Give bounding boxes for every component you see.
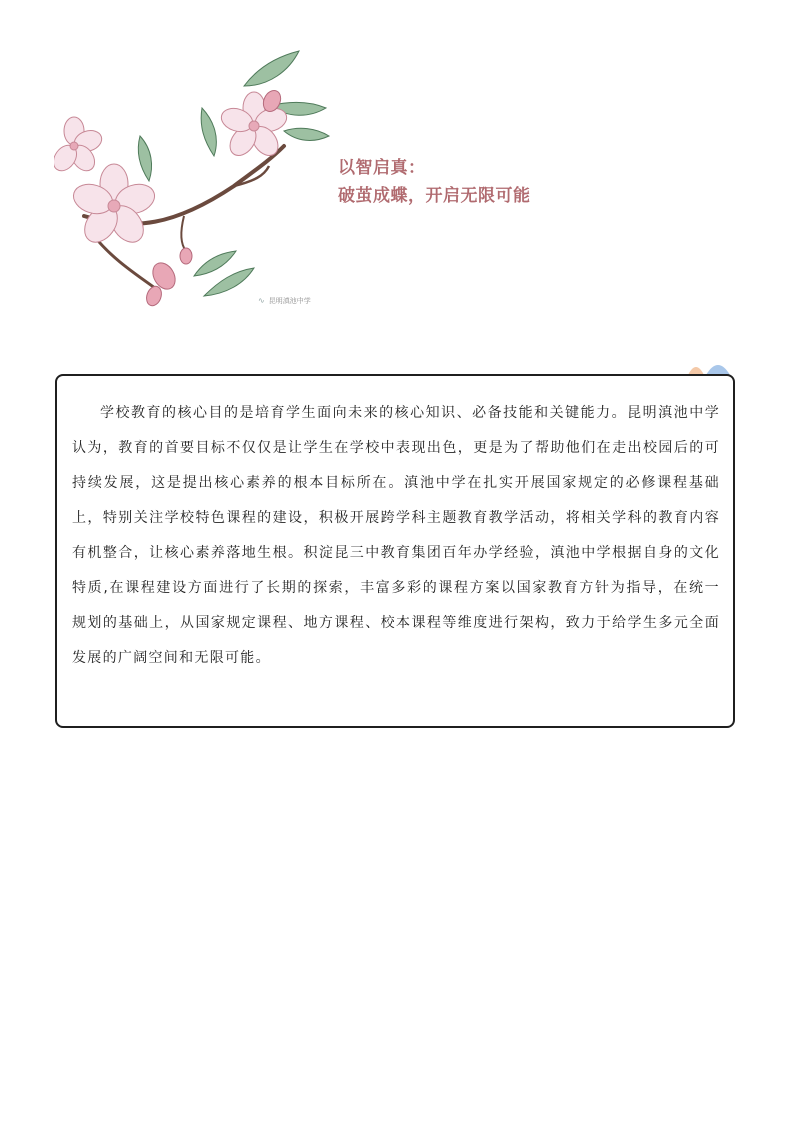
watermark-text: 昆明滇池中学 xyxy=(268,297,311,305)
headline-line1: 以智启真： xyxy=(338,158,426,178)
peach-blossom-branch-icon xyxy=(54,46,344,321)
headline-line2: 破茧成蝶，开启无限可能 xyxy=(338,186,531,206)
text-box xyxy=(55,374,735,728)
wechat-icon: ∿ xyxy=(258,296,265,305)
watermark xyxy=(258,296,311,306)
headline xyxy=(338,154,531,210)
body-paragraph: 学校教育的核心目的是培育学生面向未来的核心知识、必备技能和关键能力。昆明滇池中学认为，教育的首要目标不仅仅是让学生在学校中表现出色，更是为了帮助他们在走出校园后的可持续发展，这是提出核心素养的根本目标所在。滇池中学在扎实开展国家规定的必修课程基础上，特别关注学校特色课程的建设，积极开展跨学科主题教育教学活动，将相关学科的教育内容有机整合，让核心素养落地生根。积淀昆三中教育集团百年办学经验，滇池中学根据自身的文化特质,在课程建设方面进行了长期的探索，丰富多彩的课程方案以国家教育方针为指导，在统一规划的基础上，从国家规定课程、地方课程、校本课程等维度进行架构，致力于给学生多元全面发展的广阔空间和无限可能。 xyxy=(72,405,720,666)
